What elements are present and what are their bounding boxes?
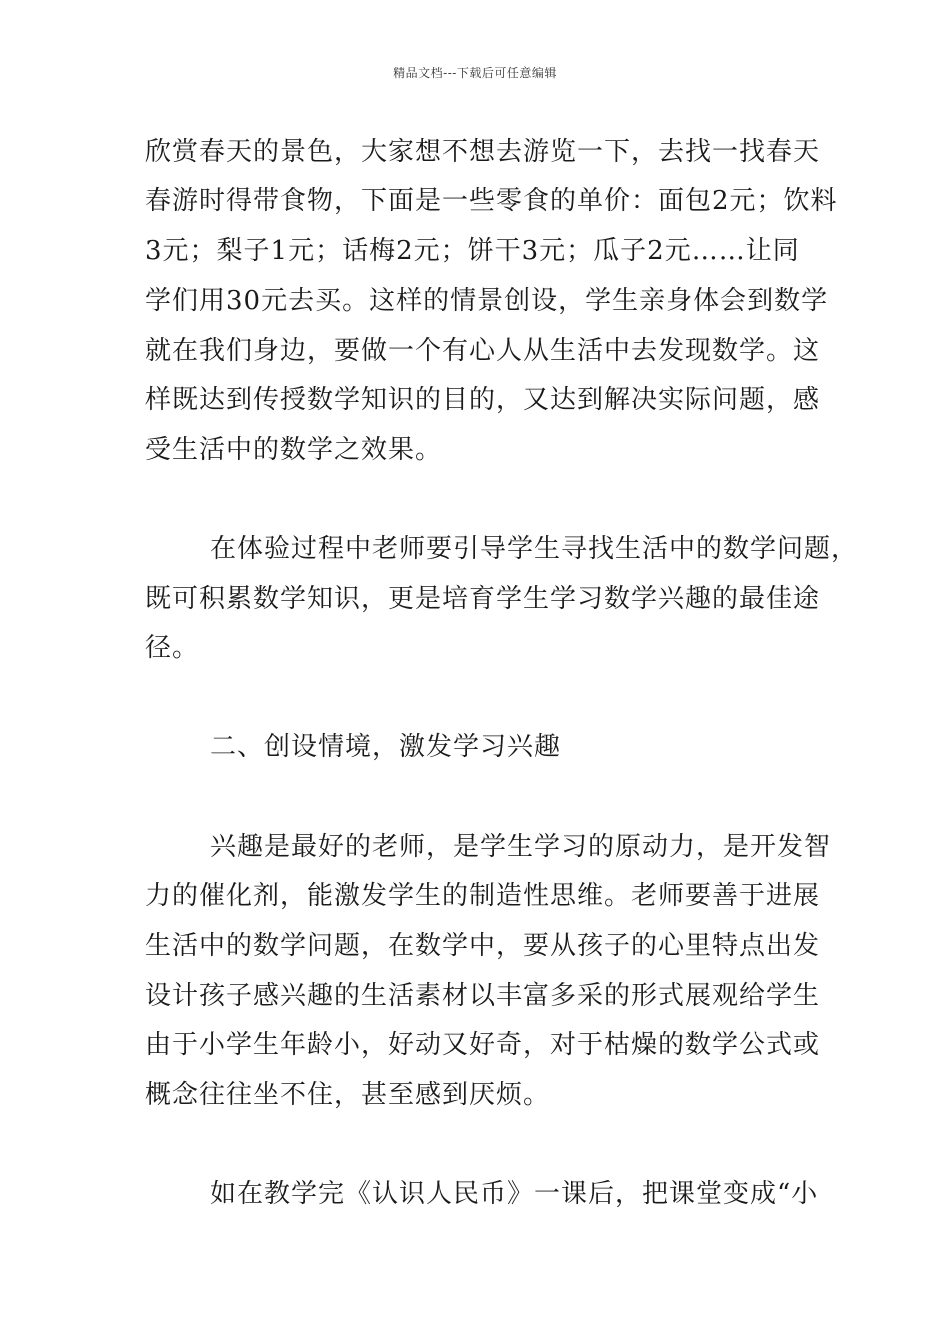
paragraph-line: 设计孩子感兴趣的生活素材以丰富多采的形式展观给学生 xyxy=(145,981,821,1011)
paragraph-line: 径。 xyxy=(145,633,200,663)
section-heading: 二、创设情境，激发学习兴趣 xyxy=(210,732,562,762)
paragraph-line: 3元；梨子1元；话梅2元；饼干3元；瓜子2元……让同 xyxy=(145,236,800,266)
paragraph-line: 既可积累数学知识，更是培育学生学习数学兴趣的最佳途 xyxy=(145,584,821,614)
paragraph-line: 就在我们身边，要做一个有心人从生活中去发现数学。这 xyxy=(145,336,821,366)
paragraph-line: 如在教学完《认识人民币》一课后，把课堂变成“小 xyxy=(210,1179,819,1209)
paragraph-line: 欣赏春天的景色，大家想不想去游览一下，去找一找春天 xyxy=(145,137,821,167)
paragraph-line: 样既达到传授数学知识的目的，又达到解决实际问题，感 xyxy=(145,385,821,415)
paragraph-line: 受生活中的数学之效果。 xyxy=(145,435,443,465)
paragraph-line: 由于小学生年龄小，好动又好奇，对于枯燥的数学公式或 xyxy=(145,1030,821,1060)
paragraph-line: 力的催化剂，能激发学生的制造性思维。老师要善于进展 xyxy=(145,881,821,911)
paragraph-line: 在体验过程中老师要引导学生寻找生活中的数学问题， xyxy=(210,534,859,564)
paragraph-line: 生活中的数学问题，在数学中，要从孩子的心里特点出发 xyxy=(145,931,821,961)
paragraph-line: 春游时得带食物，下面是一些零食的单价：面包2元；饮料 xyxy=(145,186,838,216)
page-header: 精品文档---下载后可任意编辑 xyxy=(393,66,557,80)
paragraph-line: 兴趣是最好的老师，是学生学习的原动力，是开发智 xyxy=(210,832,832,862)
paragraph-line: 概念往往坐不住，甚至感到厌烦。 xyxy=(145,1080,551,1110)
paragraph-line: 学们用30元去买。这样的情景创设，学生亲身体会到数学 xyxy=(145,286,829,316)
